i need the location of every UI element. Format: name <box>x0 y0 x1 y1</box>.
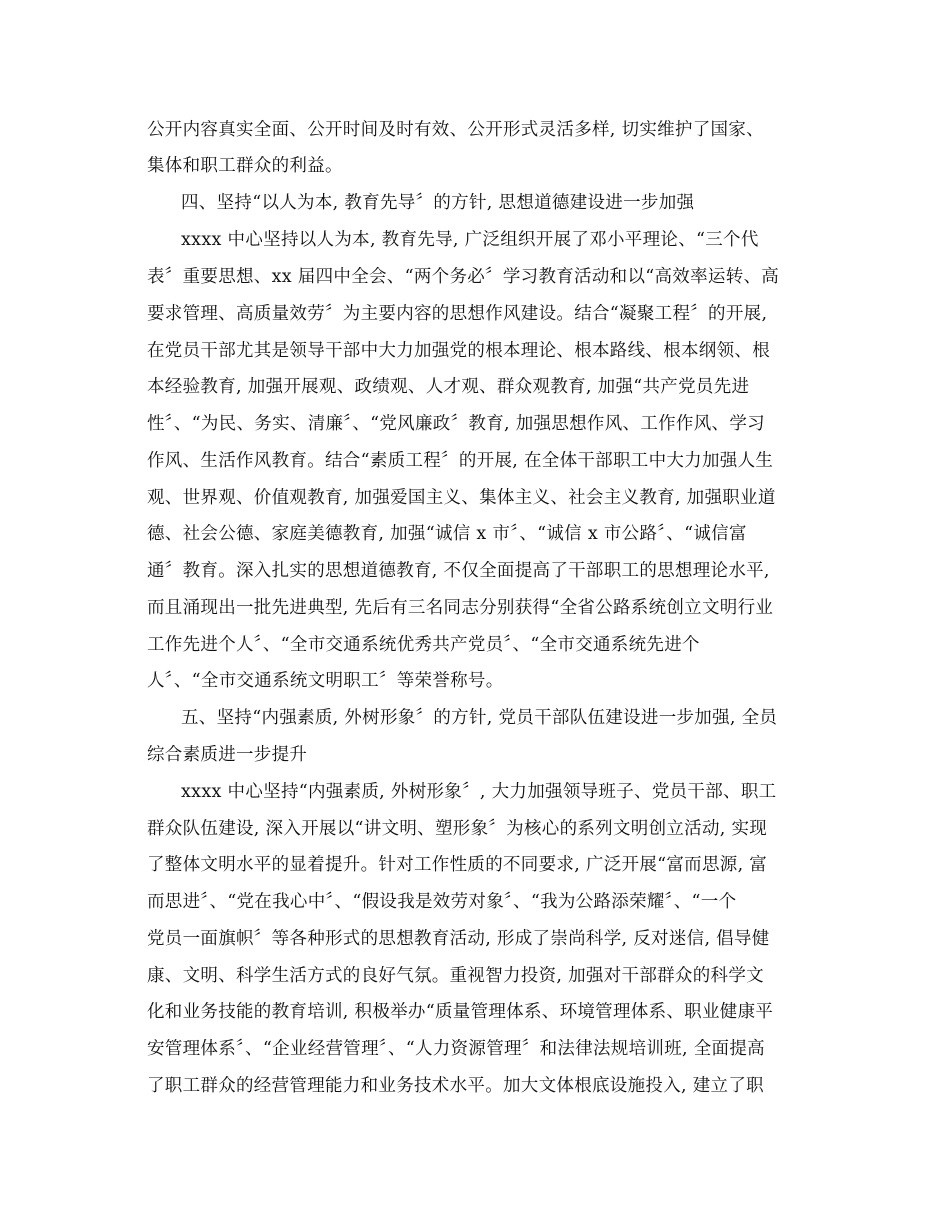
text-line: 党员一面旗帜〞等各种形式的思想教育活动, 形成了崇尚科学, 反对迷信, 倡导健 <box>147 929 770 949</box>
text-line: 化和业务技能的教育培训, 积极举办“质量管理体系、环境管理体系、职业健康平 <box>147 1002 774 1022</box>
text-line: 集体和职工群众的利益。 <box>147 156 343 176</box>
text-line: xxxx 中心坚持以人为本, 教育先导, 广泛组织开展了邓小平理论、“三个代 <box>181 230 759 250</box>
text-line: 观、世界观、价值观教育, 加强爱国主义、集体主义、社会主义教育, 加强职业道 <box>147 488 776 508</box>
text-line: 康、文明、科学生活方式的良好气氛。重视智力投资, 加强对干部群众的科学文 <box>147 966 764 986</box>
text-line: 德、社会公德、家庭美德教育, 加强“诚信 x 市〞、“诚信 x 市公路〞、“诚信富 <box>147 524 747 544</box>
text-line: 作风、生活作风教育。结合“素质工程〞的开展, 在全体干部职工中大力加强人生 <box>147 451 774 471</box>
text-line: 工作先进个人〞、“全市交通系统优秀共产党员〞、“全市交通系统先进个 <box>147 635 700 655</box>
text-line: 人〞、“全市交通系统文明职工〞等荣誉称号。 <box>147 671 504 691</box>
text-line: 而思进〞、“党在我心中〞、“假设我是效劳对象〞、“我为公路添荣耀〞、“一个 <box>147 892 737 912</box>
text-line: 了职工群众的经营管理能力和业务技术水平。加大文体根底设施投入, 建立了职 <box>147 1076 764 1096</box>
text-line: 通〞教育。深入扎实的思想道德教育, 不仅全面提高了干部职工的思想理论水平, <box>147 561 770 581</box>
text-line: 群众队伍建设, 深入开展以“讲文明、塑形象〞为核心的系列文明创立活动, 实现 <box>147 819 768 839</box>
text-line: 表〞重要思想、xx 届四中全会、“两个务必〞学习教育活动和以“高效率运转、高 <box>147 267 780 287</box>
text-line: xxxx 中心坚持“内强素质, 外树形象〞, 大力加强领导班子、党员干部、职工 <box>181 782 777 802</box>
text-line: 安管理体系〞、“企业经营管理〞、“人力资源管理〞和法律法规培训班, 全面提高 <box>147 1039 765 1059</box>
text-line: 在党员干部尤其是领导干部中大力加强党的根本理论、根本路线、根本纲领、根 <box>147 341 770 361</box>
section-heading-continued: 综合素质进一步提升 <box>147 745 308 765</box>
section-heading: 四、坚持“以人为本, 教育先导〞的方针, 思想道德建设进一步加强 <box>181 193 695 213</box>
text-line: 公开内容真实全面、公开时间及时有效、公开形式灵活多样, 切实维护了国家、 <box>147 120 764 140</box>
section-heading: 五、坚持“内强素质, 外树形象〞的方针, 党员干部队伍建设进一步加强, 全员 <box>181 708 778 728</box>
text-line: 性〞、“为民、务实、清廉〞、“党风廉政〞教育, 加强思想作风、工作作风、学习 <box>147 414 765 434</box>
text-line: 要求管理、高质量效劳〞为主要内容的思想作风建设。结合“凝聚工程〞的开展, <box>147 304 768 324</box>
text-line: 而且涌现出一批先进典型, 先后有三名同志分别获得“全省公路系统创立文明行业 <box>147 598 774 618</box>
text-line: 本经验教育, 加强开展观、政绩观、人才观、群众观教育, 加强“共产党员先进 <box>147 377 750 397</box>
text-line: 了整体文明水平的显着提升。针对工作性质的不同要求, 广泛开展“富而思源, 富 <box>147 855 768 875</box>
